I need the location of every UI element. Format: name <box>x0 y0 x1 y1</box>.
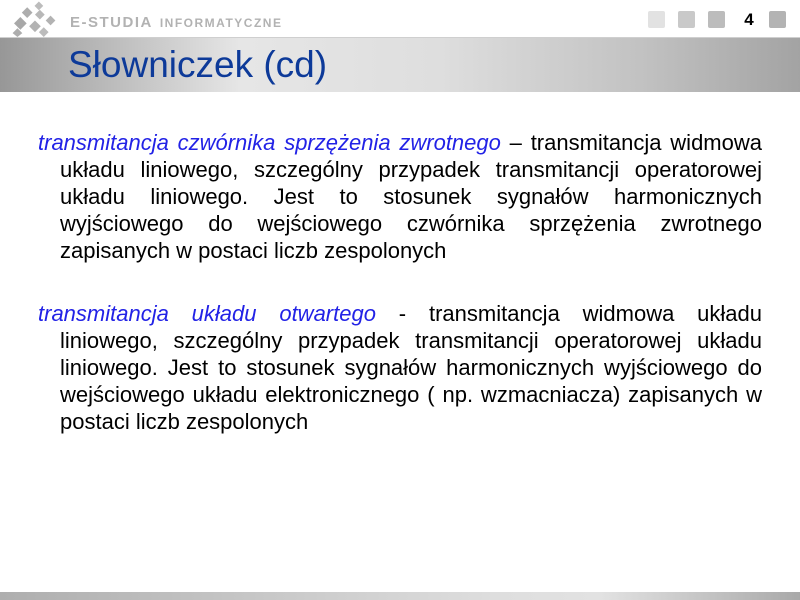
glossary-separator-2: - <box>375 301 429 326</box>
slide-body <box>38 129 762 435</box>
header <box>0 0 800 37</box>
progress-square-1 <box>648 11 665 28</box>
glossary-definition-2: transmitancja widmowa układu liniowego, szczególny przypadek transmitancji operatorowej układu liniowego. Jest to stosunek sygnałów harmonicznych wyjściowego do wejściowego układu elektronicznego ( np. wzmacniacza) zapisanych w postaci liczb zespolonych <box>60 301 762 434</box>
progress-square-2 <box>678 11 695 28</box>
progress-square-4 <box>769 11 786 28</box>
brand-name: E-STUDIA <box>70 14 153 31</box>
brand-text <box>70 14 282 37</box>
slide-title: Słowniczek (cd) <box>68 44 328 85</box>
glossary-term-2: transmitancja układu otwartego <box>38 301 376 326</box>
brand <box>8 0 282 37</box>
glossary-entry-1 <box>38 129 762 264</box>
page-number: 4 <box>744 9 754 29</box>
glossary-entry-2 <box>38 300 762 435</box>
e-studia-logo-icon <box>8 0 60 37</box>
bottom-bar <box>0 592 800 600</box>
glossary-term-1: transmitancja czwórnika sprzężenia zwrotnego <box>38 130 501 155</box>
glossary-definition-1: transmitancja widmowa układu liniowego, szczególny przypadek transmitancji operatorowej układu liniowego. Jest to stosunek sygnałów harmonicznych wyjściowego do wejściowego czwórnika sprzężenia zwrotnego zapisanych w postaci liczb zespolonych <box>60 130 762 263</box>
brand-subname: INFORMATYCZNE <box>159 16 283 30</box>
glossary-separator-1: – <box>500 130 531 155</box>
page-indicator <box>635 8 786 30</box>
title-bar <box>0 37 800 92</box>
progress-square-3 <box>708 11 725 28</box>
